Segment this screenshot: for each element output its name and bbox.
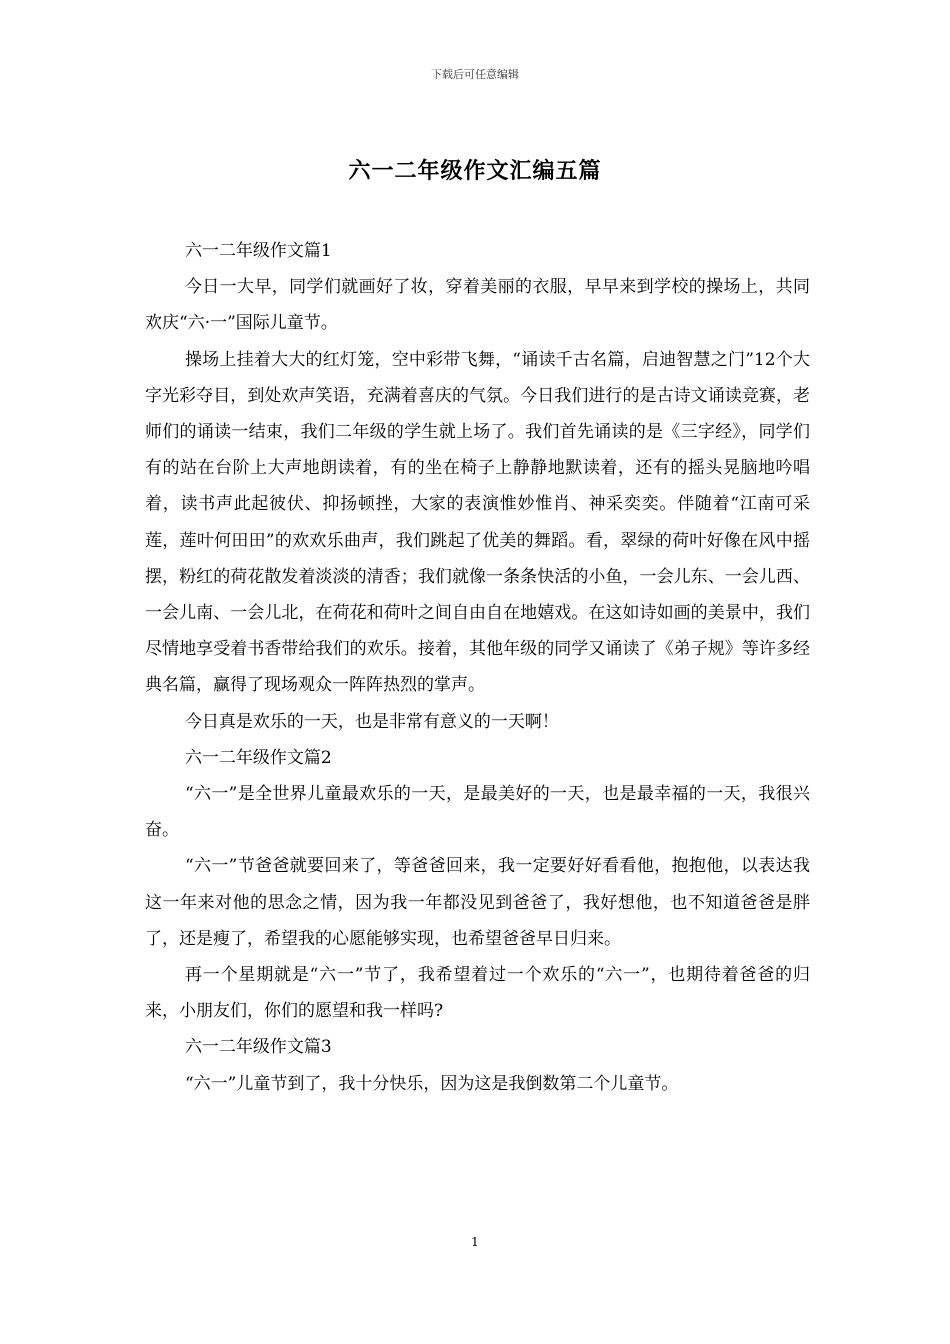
paragraph: 再一个星期就是“六一”节了，我希望着过一个欢乐的“六一”，也期待着爸爸的归来，小朋友们，你们的愿望和我一样吗?	[145, 965, 810, 1022]
document-title: 六一二年级作文汇编五篇	[348, 158, 602, 184]
document-body	[145, 233, 810, 1102]
page-number: 1	[471, 1235, 479, 1249]
section-heading-3: 六一二年级作文篇3	[184, 1037, 332, 1058]
paragraph: “六一”节爸爸就要回来了，等爸爸回来，我一定要好好看看他，抱抱他，以表达我这一年来对他的思念之情，因为我一年都没见到爸爸了，我好想他，也不知道爸爸是胖了，还是瘦了，希望我的心愿能够实现，也希望爸爸早日归来。	[145, 856, 810, 949]
paragraph: 今日一大早，同学们就画好了妆，穿着美丽的衣服，早早来到学校的操场上，共同欢庆“六·一”国际儿童节。	[145, 277, 810, 334]
page-header: 下载后可任意编辑	[431, 68, 519, 81]
section-heading-1: 六一二年级作文篇1	[184, 241, 332, 261]
paragraph: “六一”是全世界儿童最欢乐的一天，是最美好的一天，也是最幸福的一天，我很兴奋。	[145, 784, 810, 841]
paragraph: “六一”儿童节到了，我十分快乐，因为这是我倒数第二个儿童节。	[184, 1073, 679, 1094]
section-heading-2: 六一二年级作文篇2	[184, 747, 332, 768]
paragraph: 今日真是欢乐的一天，也是非常有意义的一天啊！	[184, 711, 559, 732]
paragraph: 操场上挂着大大的红灯笼，空中彩带飞舞，“诵读千古名篇，启迪智慧之门”12个大字光彩夺目，到处欢声笑语，充满着喜庆的气氛。今日我们进行的是古诗文诵读竞赛，老师们的诵读一结束，我们二年级的学生就上场了。我们首先诵读的是《三字经》，同学们有的站在台阶上大声地朗读着，有的坐在椅子上静静地默读着，还有的摇头晃脑地吟唱着，读书声此起彼伏、抑扬顿挫，大家的表演惟妙惟肖、神采奕奕。伴随着“江南可采莲，莲叶何田田”的欢欢乐曲声，我们跳起了优美的舞蹈。看，翠绿的荷叶好像在风中摇摆，粉红的荷花散发着淡淡的清香；我们就像一条条快活的小鱼，一会儿东、一会儿西、一会儿南、一会儿北，在荷花和荷叶之间自由自在地嬉戏。在这如诗如画的美景中，我们尽情地享受着书香带给我们的欢乐。接着，其他年级的同学又诵读了《弟子规》等许多经典名篇，赢得了现场观众一阵阵热烈的掌声。	[145, 349, 810, 696]
